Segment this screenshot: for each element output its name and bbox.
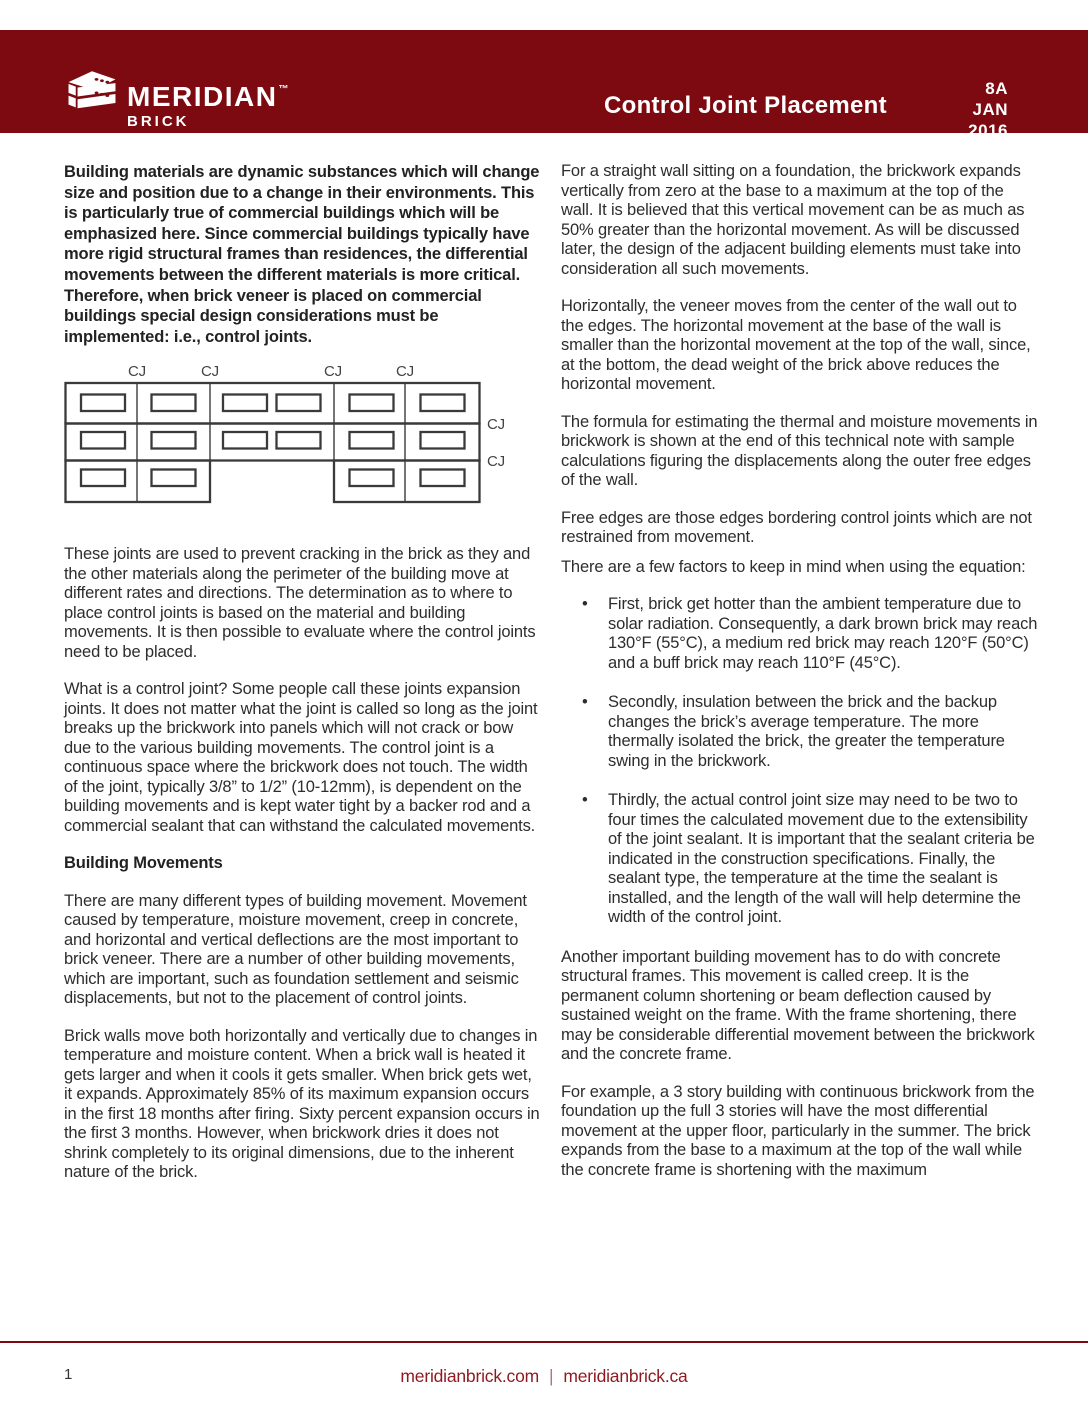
footer-separator: | xyxy=(549,1366,554,1386)
paragraph: For example, a 3 story building with continuous brickwork from the foundation up the full 3 stories will have the most differential movement at the upper floor, particularly in the summer. The brick expands from the base to a maximum at the top of the wall while the concrete frame is shortening with the maximum xyxy=(561,1082,1035,1179)
link-meridianbrick-ca[interactable]: meridianbrick.ca xyxy=(563,1366,688,1386)
wall-panels xyxy=(66,383,480,502)
control-joint-diagram xyxy=(64,361,540,509)
cj-label: CJ xyxy=(487,453,506,471)
cj-label: CJ xyxy=(487,416,506,434)
logo-wordmark xyxy=(127,66,288,130)
left-column xyxy=(64,162,540,1183)
list-item xyxy=(582,791,1039,928)
list-item-text: Secondly, insulation between the brick and the backup changes the brick’s average temperature. The more thermally isolated the brick, the greater the temperature swing in the brickwork. xyxy=(608,693,1005,770)
paragraph: These joints are used to prevent cracking in the brick as they and the other materials along the perimeter of the building move at different rates and directions. The determination as to where to place control joints is based on the material and building movements. It is then possible to evaluate where the control joints need to be placed. xyxy=(64,545,536,661)
wall-elevation-drawing xyxy=(64,361,516,509)
bullet-icon: • xyxy=(582,693,588,711)
logo-sub-text: BRICK xyxy=(127,113,190,130)
intro-paragraph: Building materials are dynamic substances which will change size and position due to a change in their environments. This is particularly true of commercial buildings which will be emphasized here. Since commercial buildings typically have more rigid structural frames than residences, the differential movements between the different materials is more critical. Therefore, when brick veneer is placed on commercial buildings special design considerations must be implemented: i.e., control joints. xyxy=(64,163,540,346)
right-column xyxy=(561,162,1039,1180)
document-title: Control Joint Placement xyxy=(604,92,887,119)
factor-list xyxy=(561,595,1039,928)
list-item xyxy=(582,595,1039,673)
paragraph: The formula for estimating the thermal and moisture movements in brickwork is shown at the end of this technical note with sample calculations figuring the displacements along the outer free edges of the wall. xyxy=(561,412,1038,489)
section-heading: Building Movements xyxy=(64,854,223,873)
header-band xyxy=(0,30,1088,140)
vertical-control-joints xyxy=(137,383,405,502)
bullet-icon: • xyxy=(582,791,588,809)
paragraph: There are a few factors to keep in mind when using the equation: xyxy=(561,557,1026,576)
doc-month: JAN xyxy=(972,100,1008,119)
cj-label: CJ xyxy=(127,363,147,381)
paragraph: Horizontally, the veneer moves from the center of the wall out to the edges. The horizontal movement at the base of the wall is smaller than the horizontal movement at the top of the wall, since, at the bottom, the dead weight of the brick above reduces the horizontal movement. xyxy=(561,297,1031,393)
cj-label: CJ xyxy=(200,363,220,381)
list-item-text: First, brick get hotter than the ambient temperature due to solar radiation. Consequently, a dark brown brick may reach 130°F (55°C), a medium red brick may reach 120°F (50°C) and a buff brick may reach 110°F (45°C). xyxy=(608,595,1038,672)
paragraph: Another important building movement has to do with concrete structural frames. This movement is called creep. It is the permanent column shortening or beam deflection caused by sustained weight on the frame. With the frame shortening, there may be considerable differential movement between the brickwork and the concrete frame. xyxy=(561,947,1035,1063)
doc-code: 8A xyxy=(985,79,1008,98)
footer-links xyxy=(0,1366,1088,1387)
logo-brand-text: MERIDIAN xyxy=(127,81,278,112)
bullet-icon: • xyxy=(582,595,588,613)
paragraph: For a straight wall sitting on a foundation, the brickwork expands vertically from zero at the base to a maximum at the top of the wall. It is believed that this vertical movement can be as much as 50% greater than the horizontal movement. As will be discussed later, the design of the adjacent building elements must take into consideration all such movements. xyxy=(561,162,1025,278)
meridian-brick-logo xyxy=(64,66,288,130)
paragraph: What is a control joint? Some people call these joints expansion joints. It does not matter what the joint is called so long as the joint breaks up the brickwork into panels which will not crack or bow due to the various building movements. The control joint is a continuous space where the brickwork does not touch. The width of the joint, typically 3/8” to 1/2” (10-12mm), is dependent on the building movements and is kept water tight by a backer rod and a commercial sealant that can withstand the calculated movements. xyxy=(64,680,538,835)
list-item xyxy=(582,693,1039,771)
doc-year: 2016 xyxy=(968,121,1008,140)
trademark-symbol: ™ xyxy=(278,84,289,95)
page-number: 1 xyxy=(64,1366,73,1383)
brick-stack-icon xyxy=(64,67,120,117)
window-openings xyxy=(81,395,465,487)
cj-label: CJ xyxy=(395,363,415,381)
footer-rule xyxy=(0,1341,1088,1343)
paragraph: There are many different types of building movement. Movement caused by temperature, moisture movement, creep in concrete, and horizontal and vertical deflections are the most important to brick veneer. There are a number of other building movements, which are important, such as foundation settlement and seismic displacements, but not to the placement of control joints. xyxy=(64,891,527,1008)
paragraph: Brick walls move both horizontally and vertically due to changes in temperature and moisture content. When a brick wall is heated it gets larger and when it cools it gets smaller. When brick gets wet, it expands. Approximately 85% of its maximum expansion occurs in the first 18 months after firing. Sixty percent expansion occurs in the first 3 months. However, when brickwork dries it does not shrink completely to its original dimensions, due to the inherent nature of the brick. xyxy=(64,1026,540,1182)
paragraph: Free edges are those edges bordering control joints which are not restrained from movement. xyxy=(561,508,1032,546)
cj-label: CJ xyxy=(323,363,343,381)
document-code-block xyxy=(968,78,1008,141)
link-meridianbrick-com[interactable]: meridianbrick.com xyxy=(400,1366,539,1386)
list-item-text: Thirdly, the actual control joint size may need to be two to four times the calculated movement due to the extensibility of the joint sealant. It is important that the sealant criteria be indicated in the construction specifications. Finally, the sealant type, the temperature at the time the sealant is installed, and the length of the wall will help determine the width of the control joint. xyxy=(608,791,1035,926)
